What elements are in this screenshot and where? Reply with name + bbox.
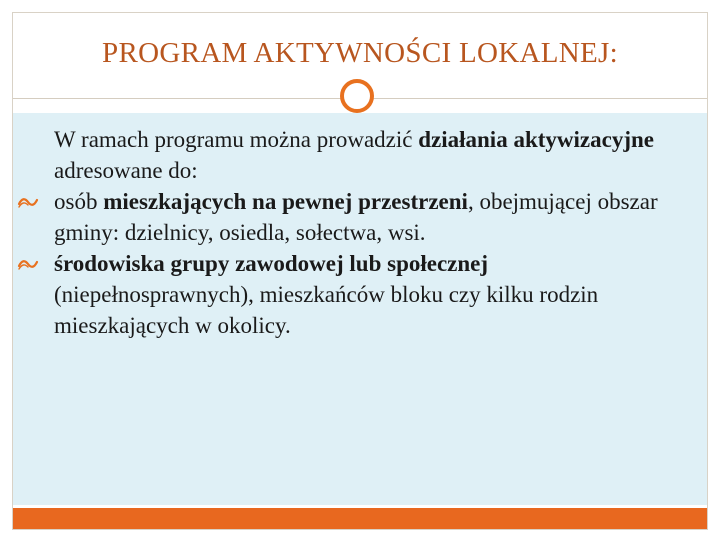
circle-ornament-icon [340,79,374,113]
bottom-accent-bar [13,508,707,529]
wave-bullet-icon [17,195,39,209]
intro-paragraph [13,124,707,186]
intro-bold-1: działania aktywizacyjne [418,127,654,152]
bullet-2-bold-1: środowiska grupy zawodowej lub społecznej [54,251,489,276]
wave-bullet-icon [17,257,39,271]
intro-text-1: W ramach programu można prowadzić [54,127,419,152]
bullet-1-text-1: osób [54,189,104,214]
content-area [13,113,707,505]
bullet-item-1 [13,186,707,248]
bullet-2-text-2: (niepełnosprawnych), mieszkańców bloku czy kilku rodzin mieszkających w okolicy. [54,282,599,338]
bullet-1-text-2: , obejmującej obszar gminy: dzielnicy, osiedla, sołectwa, wsi. [54,189,658,245]
slide-title: PROGRAM AKTYWNOŚCI LOKALNEJ: [102,37,618,69]
intro-text-2: adresowane do: [54,158,198,183]
bullet-item-2 [13,248,707,341]
body-text [13,124,707,341]
bullet-1-bold-1: mieszkających na pewnej przestrzeni [103,189,468,214]
